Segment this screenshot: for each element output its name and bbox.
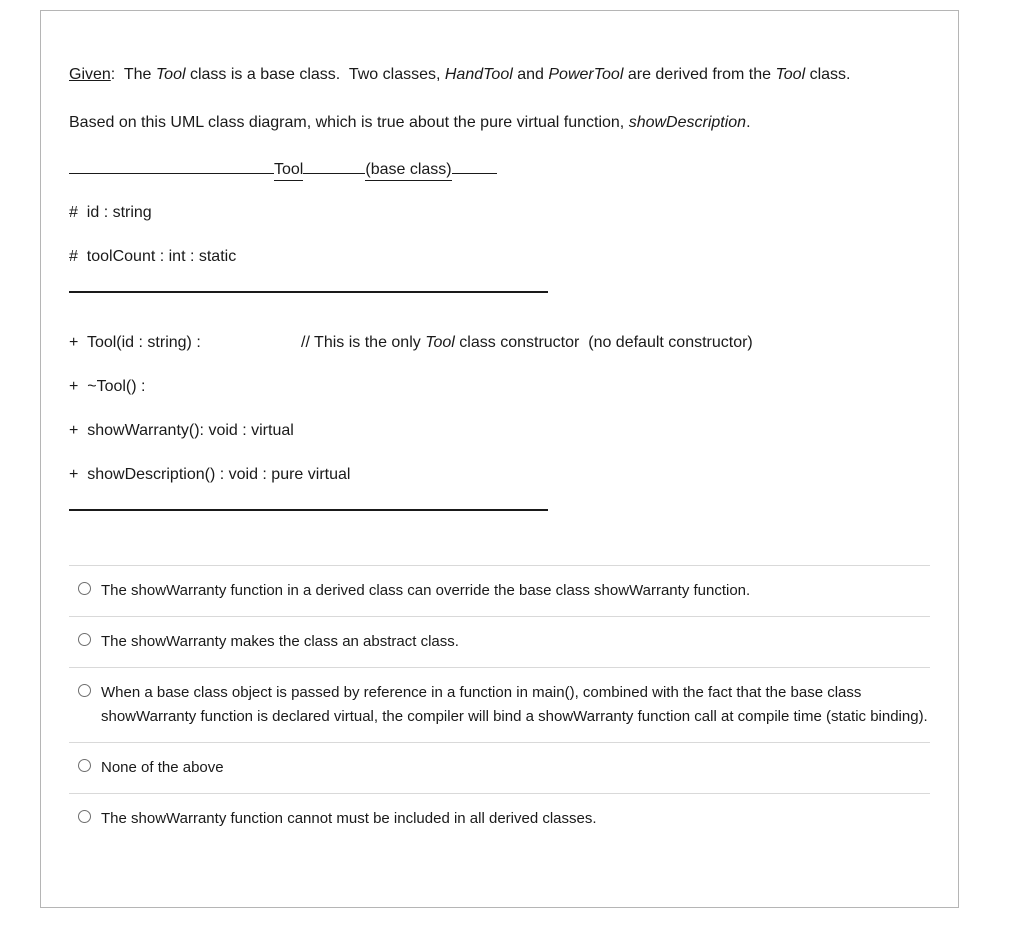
text-segment: class is a base class. Two classes, (185, 66, 445, 83)
text-segment: are derived from the (623, 66, 776, 83)
option-label[interactable]: When a base class object is passed by reference in a function in main(), combined with the fact that the base class showWarranty function is declared virtual, the compiler will bind a showWarranty function call at compile time (static binding). (101, 684, 928, 726)
option-label[interactable]: The showWarranty makes the class an abstract class. (101, 633, 459, 651)
answer-option-1[interactable] (69, 565, 930, 616)
answer-option-3[interactable] (69, 667, 930, 742)
answer-options (69, 565, 930, 844)
question-card (40, 10, 959, 908)
uml-constructor (69, 333, 930, 353)
answer-option-5[interactable] (69, 793, 930, 844)
header-underline (69, 160, 274, 174)
text-segment: class. (805, 66, 851, 83)
radio-button[interactable] (78, 684, 91, 697)
radio-button[interactable] (78, 633, 91, 646)
uml-method: + showWarranty(): void : virtual (69, 422, 294, 440)
class-name-tool: Tool (425, 334, 455, 352)
uml-class-diagram (69, 160, 930, 511)
header-underline (452, 160, 497, 174)
uml-method: + showDescription() : void : pure virtual (69, 466, 351, 484)
radio-button[interactable] (78, 810, 91, 823)
text-segment: and (512, 66, 549, 83)
constructor-signature: + Tool(id : string) : (69, 334, 201, 352)
text-segment: Based on this UML class diagram, which is true about the pure virtual function, (69, 114, 629, 132)
option-label[interactable]: The showWarranty function cannot must be included in all derived classes. (101, 810, 597, 828)
function-name-showdescription: showDescription (628, 114, 747, 132)
uml-attribute: # id : string (69, 204, 152, 222)
uml-method: + ~Tool() : (69, 378, 146, 396)
text-segment: . (746, 114, 751, 132)
class-name-tool: Tool (155, 66, 186, 83)
uml-divider (69, 509, 548, 511)
class-name-powertool: PowerTool (548, 66, 624, 83)
uml-divider (69, 291, 548, 293)
option-label[interactable]: None of the above (101, 759, 224, 777)
uml-class-title: Tool (274, 161, 303, 181)
uml-class-subtitle: (base class) (365, 161, 451, 181)
uml-attribute: # toolCount : int : static (69, 248, 237, 266)
question-intro (69, 61, 930, 88)
option-label[interactable]: The showWarranty function in a derived class can override the base class showWarranty function. (101, 582, 751, 600)
answer-option-4[interactable] (69, 742, 930, 793)
text-segment: : The (110, 66, 156, 83)
answer-option-2[interactable] (69, 616, 930, 667)
text-segment: class constructor (no default constructor) (454, 334, 753, 352)
text-segment: // This is the only (301, 334, 426, 352)
class-name-tool: Tool (775, 66, 806, 83)
header-underline (303, 160, 365, 174)
uml-class-header (69, 160, 930, 180)
radio-button[interactable] (78, 582, 91, 595)
given-label: Given (69, 66, 111, 83)
constructor-comment (301, 334, 753, 351)
class-name-handtool: HandTool (444, 66, 513, 83)
radio-button[interactable] (78, 759, 91, 772)
question-prompt (69, 109, 930, 136)
